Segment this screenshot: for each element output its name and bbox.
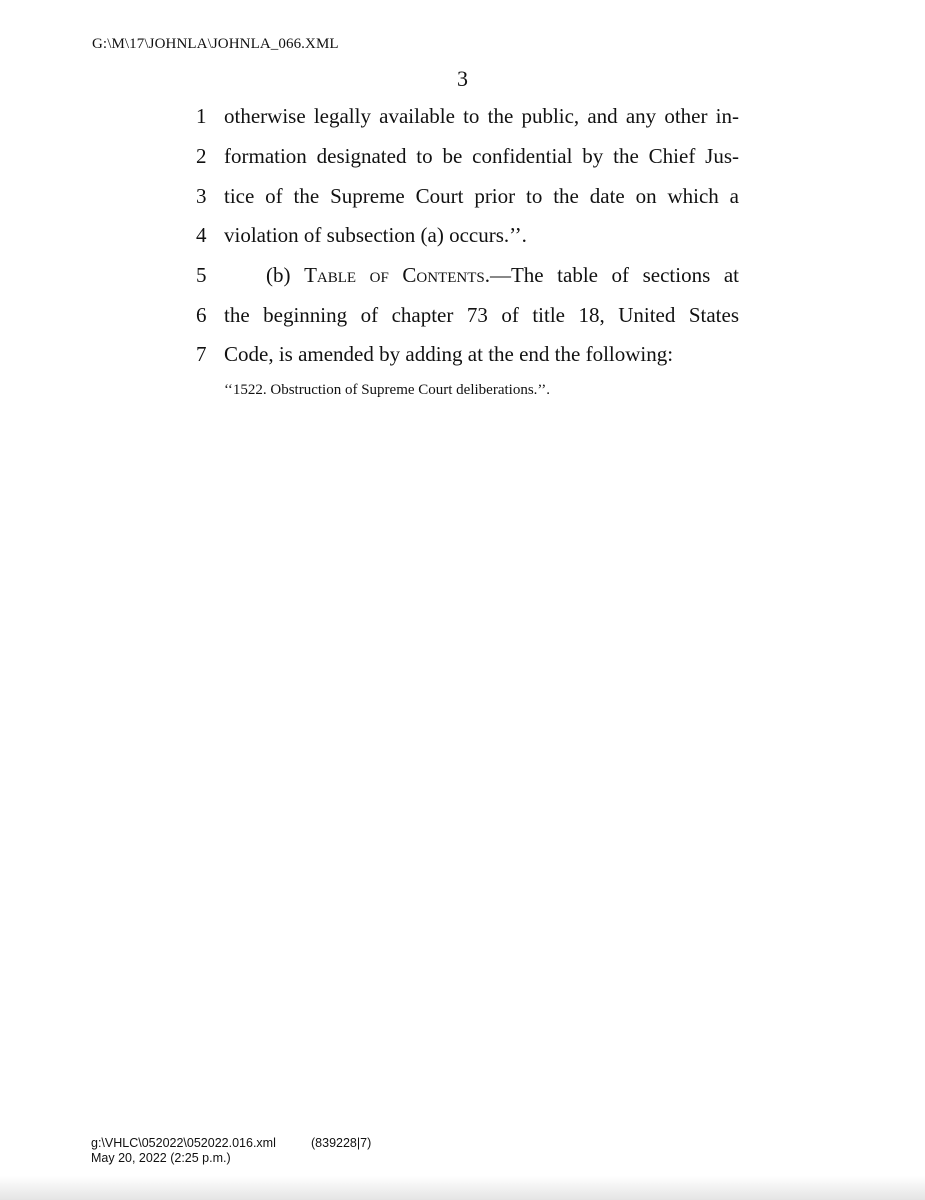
- page-edge-shadow: [0, 1176, 925, 1200]
- table-of-contents-entry: ‘‘1522. Obstruction of Supreme Court deliberations.’’.: [224, 382, 551, 398]
- line-text: formation designated to be confidential by the Chief Jus-: [224, 144, 739, 168]
- footer-doc-code: (839228|7): [311, 1136, 372, 1150]
- footer-file-path: g:\VHLC\052022\052022.016.xml: [91, 1136, 276, 1150]
- line-number: 3: [196, 184, 207, 208]
- subsection-prefix: (b): [266, 263, 305, 287]
- line-text: violation of subsection (a) occurs.’’.: [224, 223, 527, 247]
- line-text-table-of-contents: [266, 263, 739, 288]
- footer-timestamp: May 20, 2022 (2:25 p.m.): [91, 1151, 231, 1165]
- line-number: 2: [196, 144, 207, 168]
- line-number: 7: [196, 342, 207, 366]
- line-text: Code, is amended by adding at the end the following:: [224, 342, 674, 366]
- subsection-heading: Table of Contents: [304, 263, 485, 287]
- line-text: otherwise legally available to the public, and any other in-: [224, 104, 739, 128]
- line-text: tice of the Supreme Court prior to the date on which a: [224, 184, 739, 208]
- footer: [91, 1136, 276, 1166]
- page-number: 3: [457, 66, 468, 91]
- header-file-path: G:\M\17\JOHNLA\JOHNLA_066.XML: [92, 36, 339, 52]
- line-number: 4: [196, 223, 207, 247]
- subsection-text: .—The table of sections at: [484, 263, 739, 287]
- line-text: the beginning of chapter 73 of title 18, United States: [224, 303, 739, 327]
- line-number: 5: [196, 263, 207, 287]
- line-number: 1: [196, 104, 207, 128]
- line-number: 6: [196, 303, 207, 327]
